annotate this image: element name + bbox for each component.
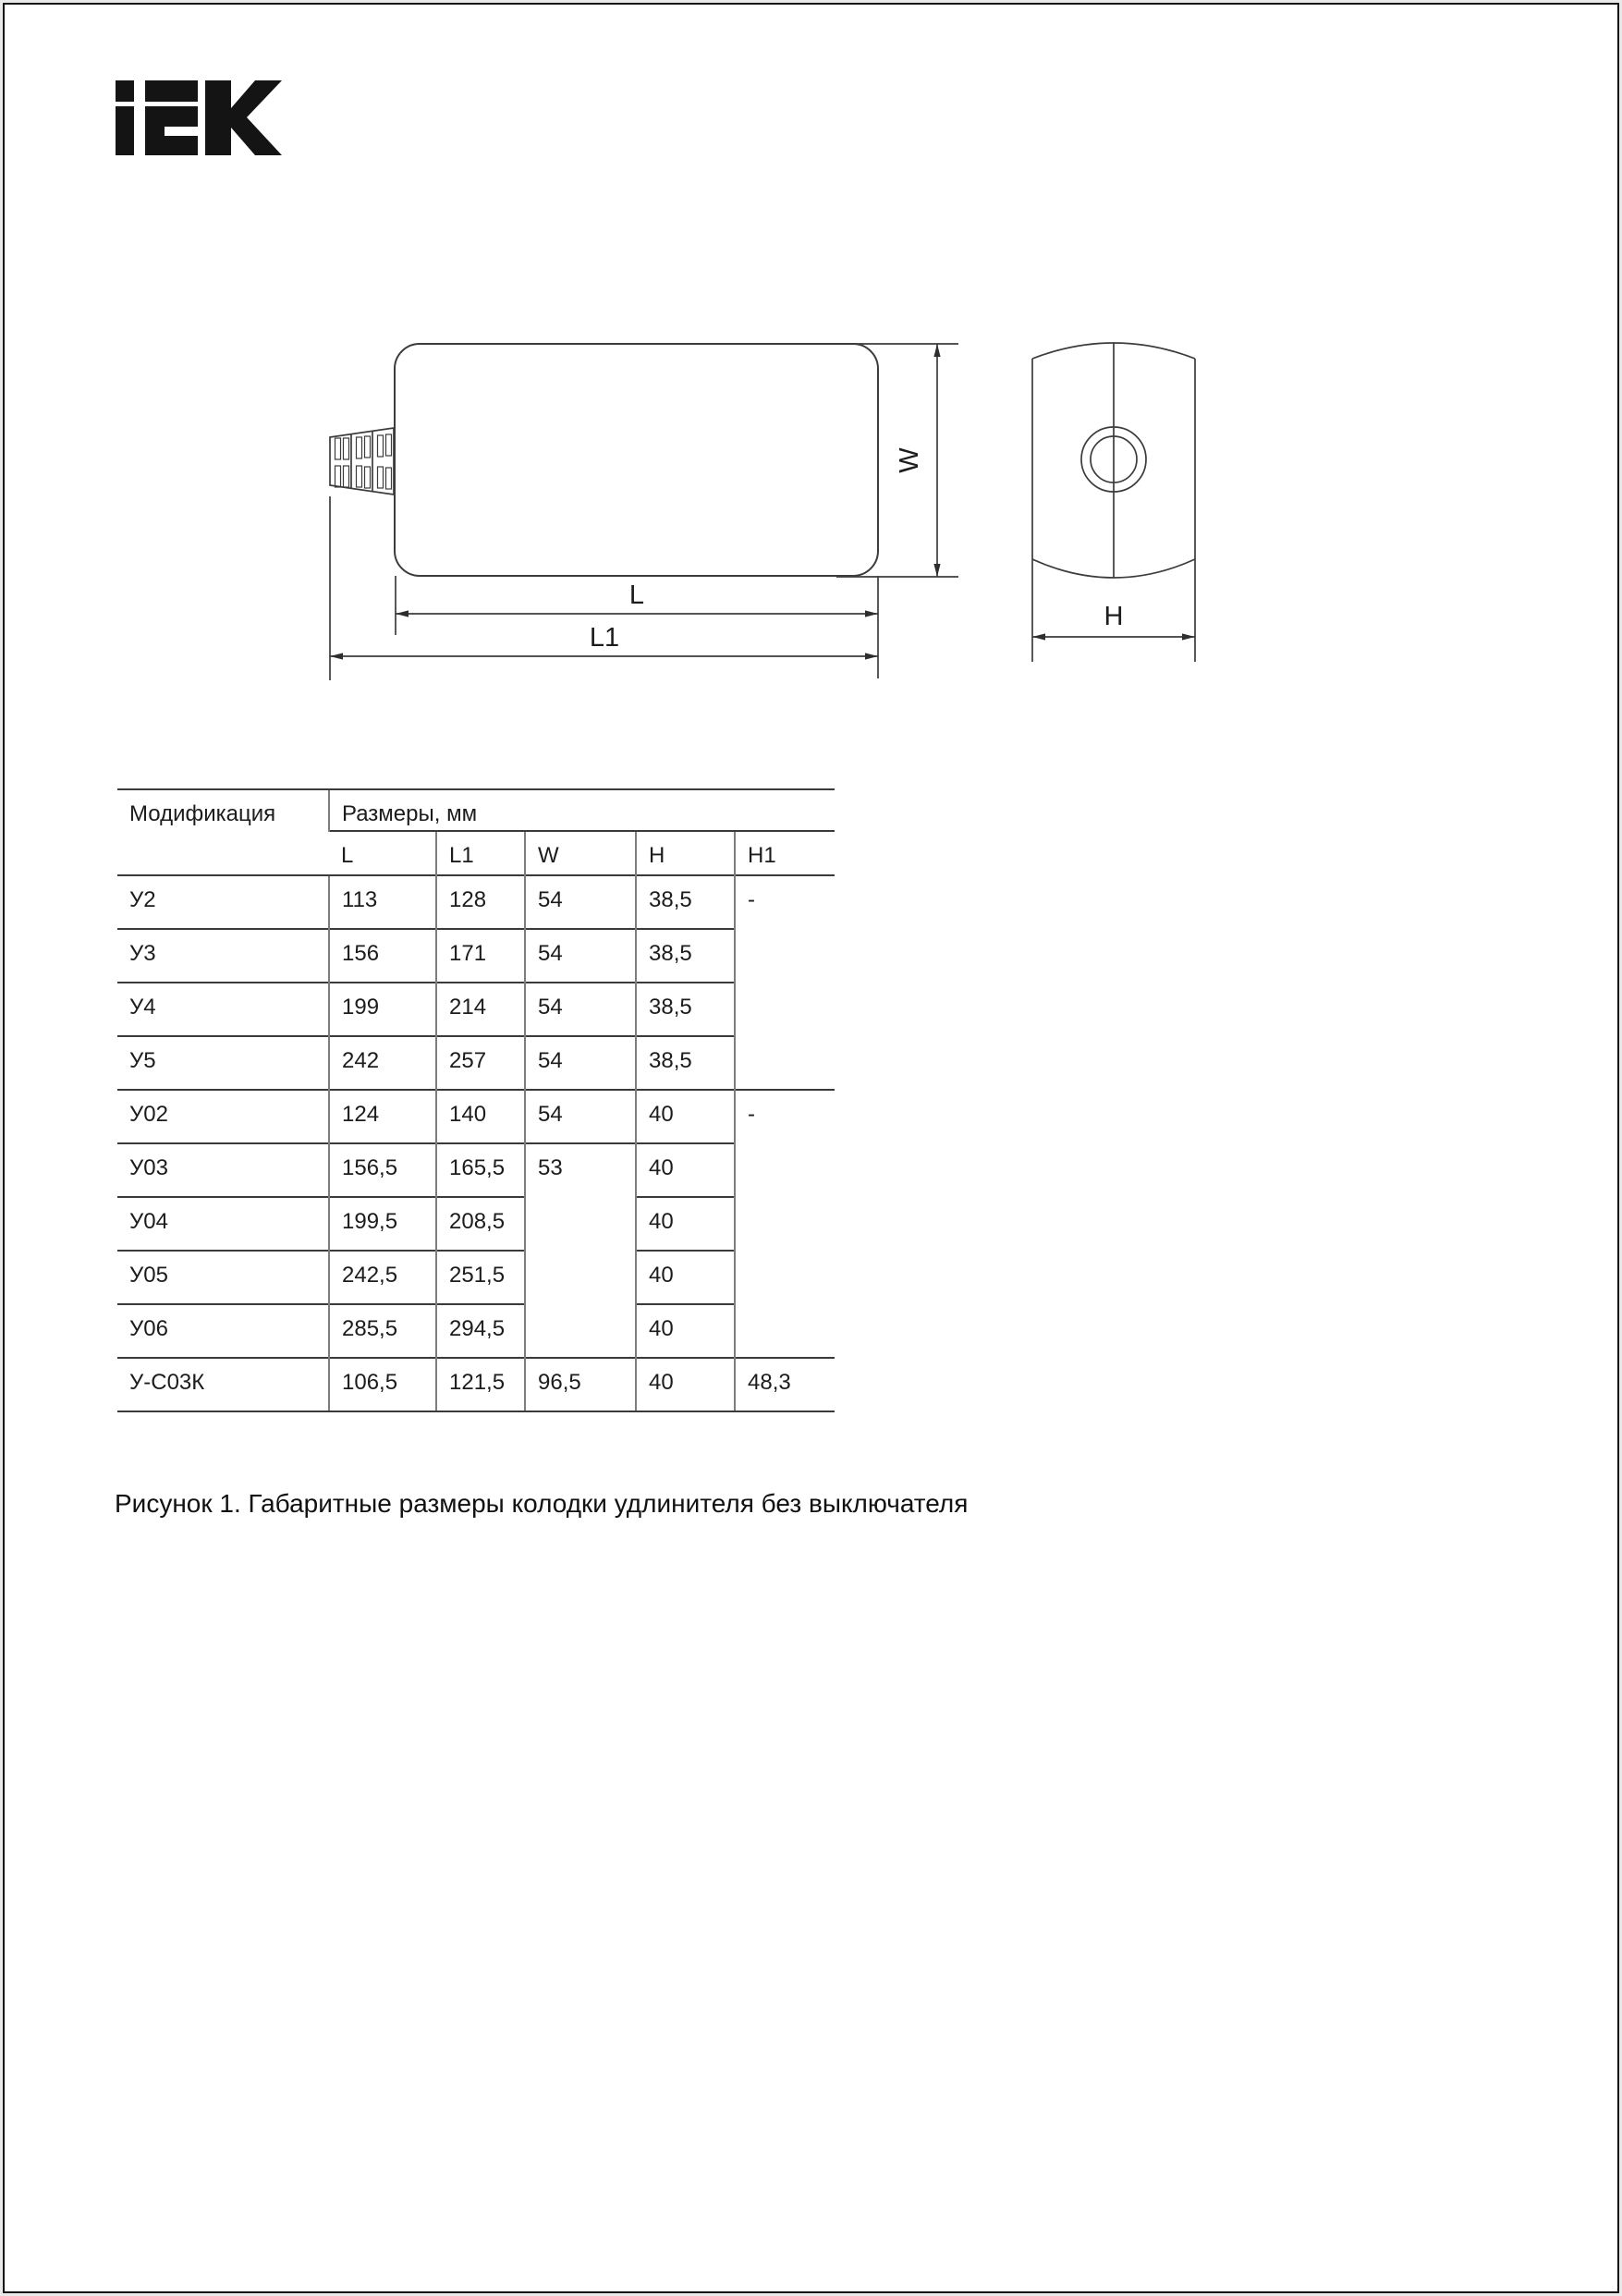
table-row (117, 1090, 835, 1143)
cell-l: 199,5 (329, 1197, 436, 1251)
cell-l: 156 (329, 929, 436, 983)
table-row (117, 1358, 835, 1411)
col-header-dimensions-group: Размеры, мм (329, 789, 835, 831)
dimension-h (1032, 602, 1195, 641)
cell-mod: У06 (117, 1304, 329, 1358)
front-view (330, 344, 958, 680)
table-row (117, 1143, 835, 1197)
table-row (117, 1304, 835, 1358)
cell-l: 156,5 (329, 1143, 436, 1197)
cell-w: 54 (525, 929, 636, 983)
cell-w: 54 (525, 875, 636, 929)
table-row (117, 875, 835, 929)
cell-l1: 257 (436, 1036, 525, 1090)
col-header-w: W (525, 831, 636, 875)
cell-mod: У-С03К (117, 1358, 329, 1411)
dimensions-table (117, 788, 835, 1412)
cell-w: 54 (525, 1036, 636, 1090)
cell-l: 106,5 (329, 1358, 436, 1411)
dim-label-h: H (1104, 602, 1124, 631)
cell-h: 38,5 (636, 929, 735, 983)
cell-l1: 165,5 (436, 1143, 525, 1197)
cell-h: 40 (636, 1251, 735, 1304)
cell-h1: 48,3 (735, 1358, 835, 1411)
side-view (1032, 343, 1195, 662)
cell-w: 96,5 (525, 1358, 636, 1411)
cell-h: 38,5 (636, 875, 735, 929)
table-row (117, 983, 835, 1036)
col-header-l: L (329, 831, 436, 875)
cell-l1: 251,5 (436, 1251, 525, 1304)
dim-label-w: W (895, 447, 924, 473)
cable-gland (330, 428, 394, 495)
cell-mod: У03 (117, 1143, 329, 1197)
table-row (117, 1036, 835, 1090)
cell-l: 242 (329, 1036, 436, 1090)
col-header-l1: L1 (436, 831, 525, 875)
socket-body-outline (395, 344, 878, 576)
document-page (3, 3, 1619, 2293)
cell-h1: - (735, 875, 835, 1090)
col-header-h: H (636, 831, 735, 875)
cell-l: 199 (329, 983, 436, 1036)
cell-w: 53 (525, 1143, 636, 1358)
cell-l1: 128 (436, 875, 525, 929)
cell-mod: У4 (117, 983, 329, 1036)
table-row (117, 1251, 835, 1304)
col-header-modification: Модификация (117, 789, 329, 875)
cell-mod: У05 (117, 1251, 329, 1304)
table-header-row (117, 789, 835, 831)
cell-h1: - (735, 1090, 835, 1358)
cell-mod: У5 (117, 1036, 329, 1090)
technical-drawing (5, 5, 1619, 744)
dimension-l (396, 580, 878, 617)
cell-l: 113 (329, 875, 436, 929)
cell-h: 40 (636, 1304, 735, 1358)
cell-h: 40 (636, 1090, 735, 1143)
cell-h: 40 (636, 1143, 735, 1197)
cell-h: 38,5 (636, 983, 735, 1036)
cell-l1: 208,5 (436, 1197, 525, 1251)
cell-l1: 121,5 (436, 1358, 525, 1411)
dimension-w (895, 344, 941, 577)
cell-l1: 140 (436, 1090, 525, 1143)
cell-mod: У04 (117, 1197, 329, 1251)
table-row (117, 1197, 835, 1251)
cell-mod: У02 (117, 1090, 329, 1143)
cell-w: 54 (525, 983, 636, 1036)
col-header-h1: H1 (735, 831, 835, 875)
cell-l1: 171 (436, 929, 525, 983)
dimension-l1 (330, 623, 878, 660)
cell-l: 124 (329, 1090, 436, 1143)
cell-l1: 294,5 (436, 1304, 525, 1358)
cell-mod: У2 (117, 875, 329, 929)
figure-caption: Рисунок 1. Габаритные размеры колодки удлинителя без выключателя (115, 1489, 969, 1518)
cell-h: 40 (636, 1197, 735, 1251)
cell-h: 38,5 (636, 1036, 735, 1090)
dim-label-l: L (628, 580, 645, 610)
cell-l: 242,5 (329, 1251, 436, 1304)
cell-mod: У3 (117, 929, 329, 983)
cell-l1: 214 (436, 983, 525, 1036)
cell-h: 40 (636, 1358, 735, 1411)
cell-l: 285,5 (329, 1304, 436, 1358)
table-row (117, 929, 835, 983)
cell-w: 54 (525, 1090, 636, 1143)
dim-label-l1: L1 (589, 623, 620, 653)
